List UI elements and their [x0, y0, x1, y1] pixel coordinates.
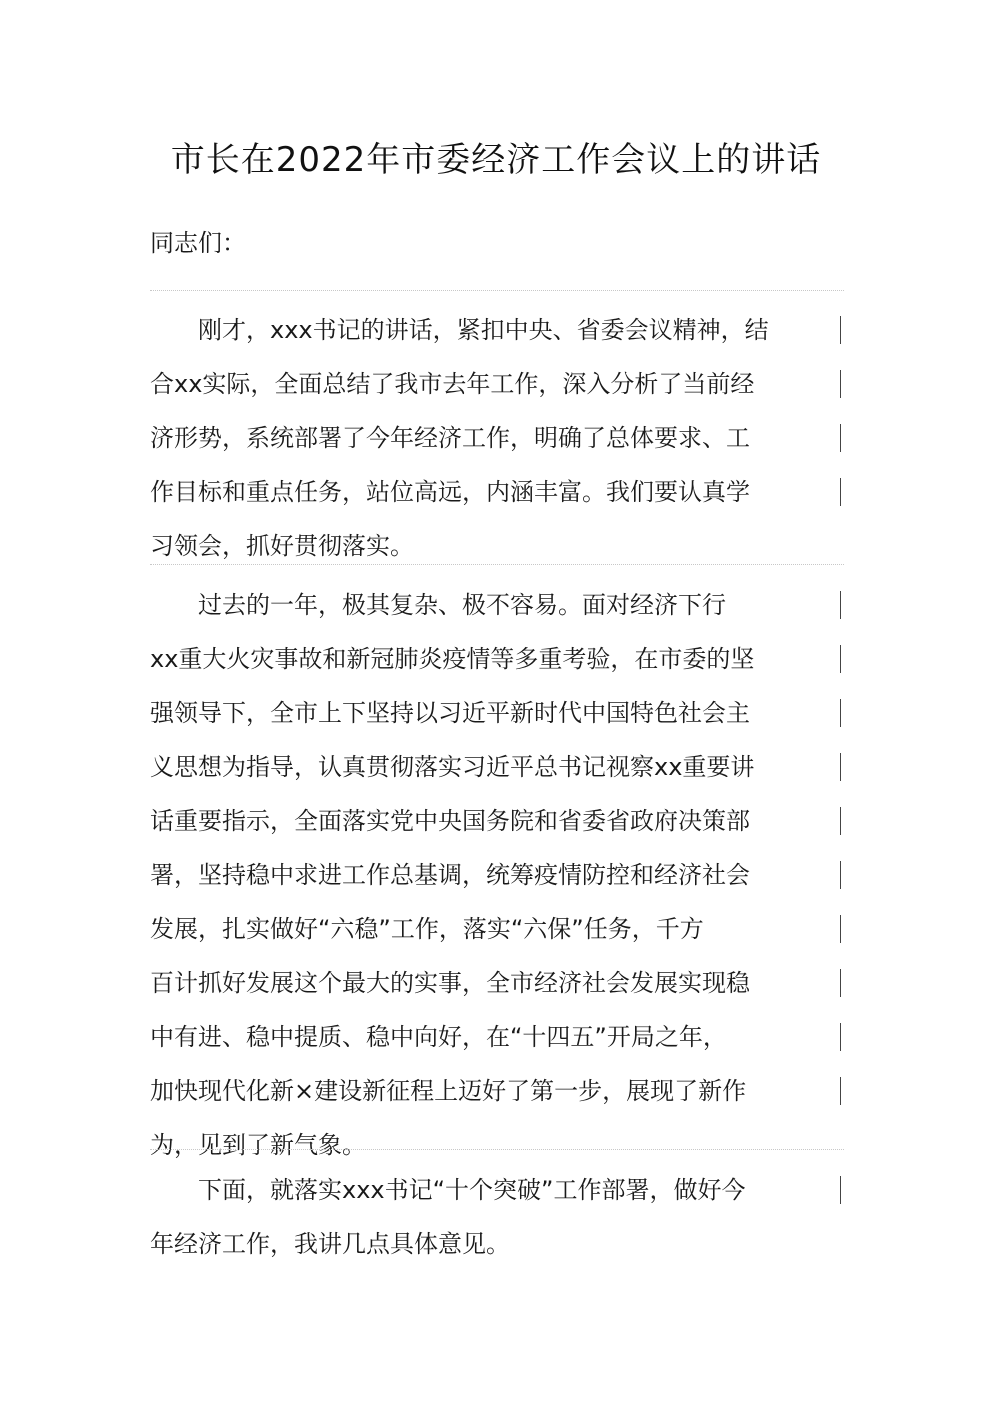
line-end-mark [840, 915, 841, 943]
paragraph-separator [150, 1149, 844, 1150]
paragraph-line: 济形势，系统部署了今年经济工作，明确了总体要求、工 [150, 424, 750, 452]
paragraph-line: 为，见到了新气象。 [150, 1131, 366, 1159]
paragraph-line: 年经济工作，我讲几点具体意见。 [150, 1230, 510, 1258]
paragraph-line: xx重大火灾事故和新冠肺炎疫情等多重考验，在市委的坚 [150, 645, 755, 673]
line-end-mark [840, 478, 841, 506]
document-title: 市长在2022年市委经济工作会议上的讲话 [170, 140, 822, 180]
line-end-mark [840, 591, 841, 619]
line-end-mark [840, 699, 841, 727]
paragraph-line: 署，坚持稳中求进工作总基调，统筹疫情防控和经济社会 [150, 861, 750, 889]
paragraph-line: 合xx实际，全面总结了我市去年工作，深入分析了当前经 [150, 370, 755, 398]
line-end-mark [840, 645, 841, 673]
line-end-mark [840, 1176, 841, 1204]
paragraph-line: 中有进、稳中提质、稳中向好，在“十四五”开局之年， [150, 1023, 727, 1051]
line-end-mark [840, 753, 841, 781]
paragraph-line: 义思想为指导，认真贯彻落实习近平总书记视察xx重要讲 [150, 753, 755, 781]
paragraph-line: 百计抓好发展这个最大的实事，全市经济社会发展实现稳 [150, 969, 750, 997]
paragraph-separator [150, 564, 844, 565]
line-end-mark [840, 1023, 841, 1051]
line-end-mark [840, 370, 841, 398]
line-end-mark [840, 316, 841, 344]
paragraph-line: 过去的一年，极其复杂、极不容易。面对经济下行 [150, 591, 726, 619]
line-end-mark [840, 1077, 841, 1105]
paragraph-line: 加快现代化新×建设新征程上迈好了第一步，展现了新作 [150, 1077, 747, 1105]
paragraph-line: 刚才，xxx书记的讲话，紧扣中央、省委会议精神，结 [150, 316, 769, 344]
paragraph-line: 强领导下，全市上下坚持以习近平新时代中国特色社会主 [150, 699, 750, 727]
paragraph-line: 话重要指示，全面落实党中央国务院和省委省政府决策部 [150, 807, 750, 835]
line-end-mark [840, 424, 841, 452]
line-end-mark [840, 969, 841, 997]
paragraph-separator [150, 290, 844, 291]
paragraph-line: 下面，就落实xxx书记“十个突破”工作部署，做好今 [150, 1176, 746, 1204]
line-end-mark [840, 807, 841, 835]
paragraph-line: 发展，扎实做好“六稳”工作，落实“六保”任务，千方 [150, 915, 704, 943]
salutation: 同志们： [150, 229, 246, 257]
line-end-mark [840, 861, 841, 889]
paragraph-line: 作目标和重点任务，站位高远，内涵丰富。我们要认真学 [150, 478, 750, 506]
paragraph-line: 习领会，抓好贯彻落实。 [150, 532, 414, 560]
